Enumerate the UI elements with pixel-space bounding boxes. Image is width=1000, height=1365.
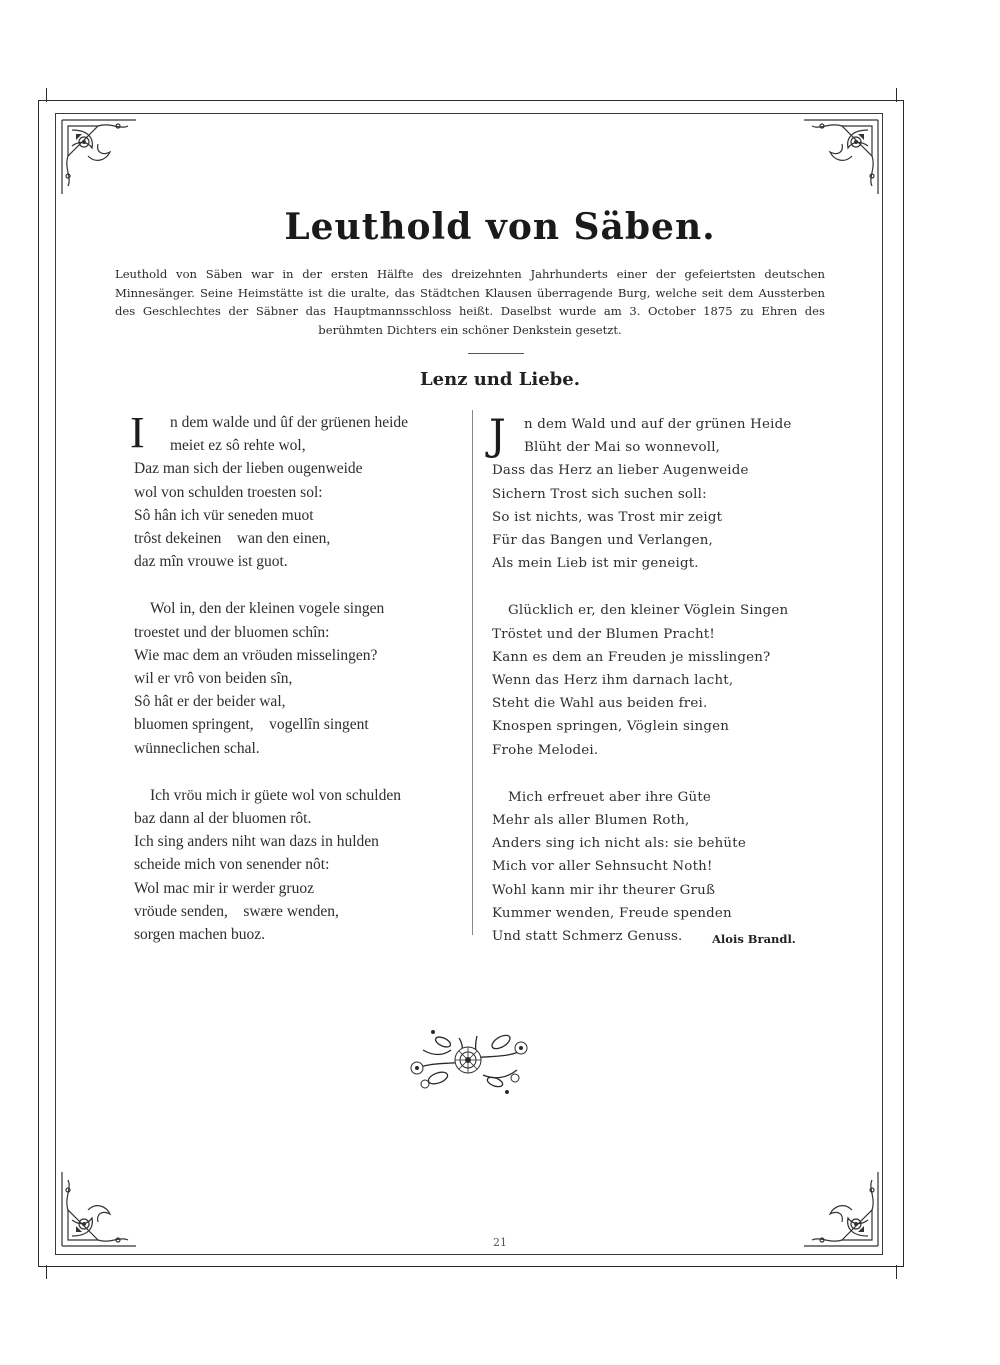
poem-original [130,408,464,970]
poem-line: Als mein Lieb ist mir geneigt. [492,556,699,572]
poem-line: Frohe Melodei. [492,742,599,758]
stanza-3 [492,786,812,948]
poem-line: Dass das Herz an lieber Augenweide [492,463,749,479]
poem-line: Wol mac mir ir werder gruoz [134,879,314,897]
poem-line: Kann es dem an Freuden je misslingen? [492,649,771,665]
frame-extension-top-left [46,88,47,102]
poem-line: Anders sing ich nicht als: sie behüte [492,836,746,852]
stanza-2 [492,599,812,761]
poem-line: meiet ez sô rehte wol, [170,437,306,455]
drop-cap: I [130,408,145,457]
poem-line: Für das Bangen und Verlangen, [492,533,713,549]
corner-ornament-top-right-icon [800,116,882,198]
poem-line: Tröstet und der Blumen Pracht! [492,626,715,642]
poem-line: So ist nichts, was Trost mir zeigt [492,509,723,525]
poem-line: I n dem walde und ûf der grüenen heide [130,408,409,457]
stanza-1 [489,410,812,575]
poem-line: Daz man sich der lieben ougenweide [134,460,363,478]
poem-line: Sô hân ich vür seneden muot [134,506,314,524]
poem-translation [489,410,812,972]
stanza-2 [134,597,464,759]
frame-extension-top-right [896,88,897,102]
poem-line: baz dann al der bluomen rôt. [134,810,312,828]
poem-line: J n dem Wald und auf der grünen Heide [489,410,792,459]
poem-line: Steht die Wahl aus beiden frei. [492,696,708,712]
stanza-1 [130,408,464,573]
separator-rule [468,353,524,354]
poem-line: Wol in, den der kleinen vogele singen [150,600,385,618]
poem-line: Sô hât er der beider wal, [134,693,286,711]
poem-line: wol von schulden troesten sol: [134,483,323,501]
drop-cap: J [489,410,507,459]
poem-line: scheide mich von senender nôt: [134,856,330,874]
frame-extension-bottom-left [46,1265,47,1279]
poem-line: Sichern Trost sich suchen soll: [492,486,707,502]
poem-line: Und statt Schmerz Genuss. [492,929,683,945]
poem-line: Wie mac dem an vröuden misselingen? [134,646,378,664]
poem-line: wil er vrô von beiden sîn, [134,670,293,688]
column-divider [472,410,473,935]
poem-line: Mich erfreuet aber ihre Güte [508,789,712,805]
poem-line: Wohl kann mir ihr theurer Gruß [492,882,716,898]
stanza-3 [134,784,464,946]
poem-line: vröude senden, swære wenden, [134,902,339,920]
poem-line: daz mîn vrouwe ist guot. [134,553,288,571]
intro-paragraph: Leuthold von Säben war in der ersten Hälfte des dreizehnten Jahrhunderts einer der gefeiertsten deutschen Minnesänger. Seine Heimstätte ist die uralte, das Städtchen Klausen überragende Burg, welche seit dem Aussterben des Geschlechtes der Säbner das Hauptmannsschloss heißt. Daselbst wurde am 3. October 1875 zu Ehren des berühmten Dichters ein schöner Denkstein gesetzt. [115,267,825,337]
corner-ornament-top-left-icon [58,116,140,198]
poem-line: Blüht der Mai so wonnevoll, [524,440,721,456]
poem-line: Glücklich er, den kleiner Vöglein Singen [508,603,789,619]
poem-line: Mehr als aller Blumen Roth, [492,813,690,829]
poem-title: Lenz und Liebe. [420,369,580,390]
poem-line: Wenn das Herz ihm darnach lacht, [492,673,734,689]
poem-line: Ich sing anders niht wan dazs in hulden [134,833,379,851]
poem-line: Knospen springen, Vöglein singen [492,719,730,735]
poem-line: Kummer wenden, Freude spenden [492,905,732,921]
poem-line: bluomen springent, vogellîn singent [134,716,369,734]
poem-line: trôst dekeinen wan den einen, [134,530,331,548]
frame-extension-bottom-right [896,1265,897,1279]
poem-line: Mich vor aller Sehnsucht Noth! [492,859,713,875]
flower-vignette-icon [403,1020,533,1100]
poem-line: troestet und der bluomen schîn: [134,623,330,641]
poem-line: wünneclichen schal. [134,739,260,757]
poem-line: sorgen machen buoz. [134,926,265,944]
poem-line: Ich vröu mich ir güete wol von schulden [150,786,401,804]
page-title: Leuthold von Säben. [284,206,716,248]
page-number: 21 [493,1236,507,1249]
author-signature: Alois Brandl. [712,932,796,946]
